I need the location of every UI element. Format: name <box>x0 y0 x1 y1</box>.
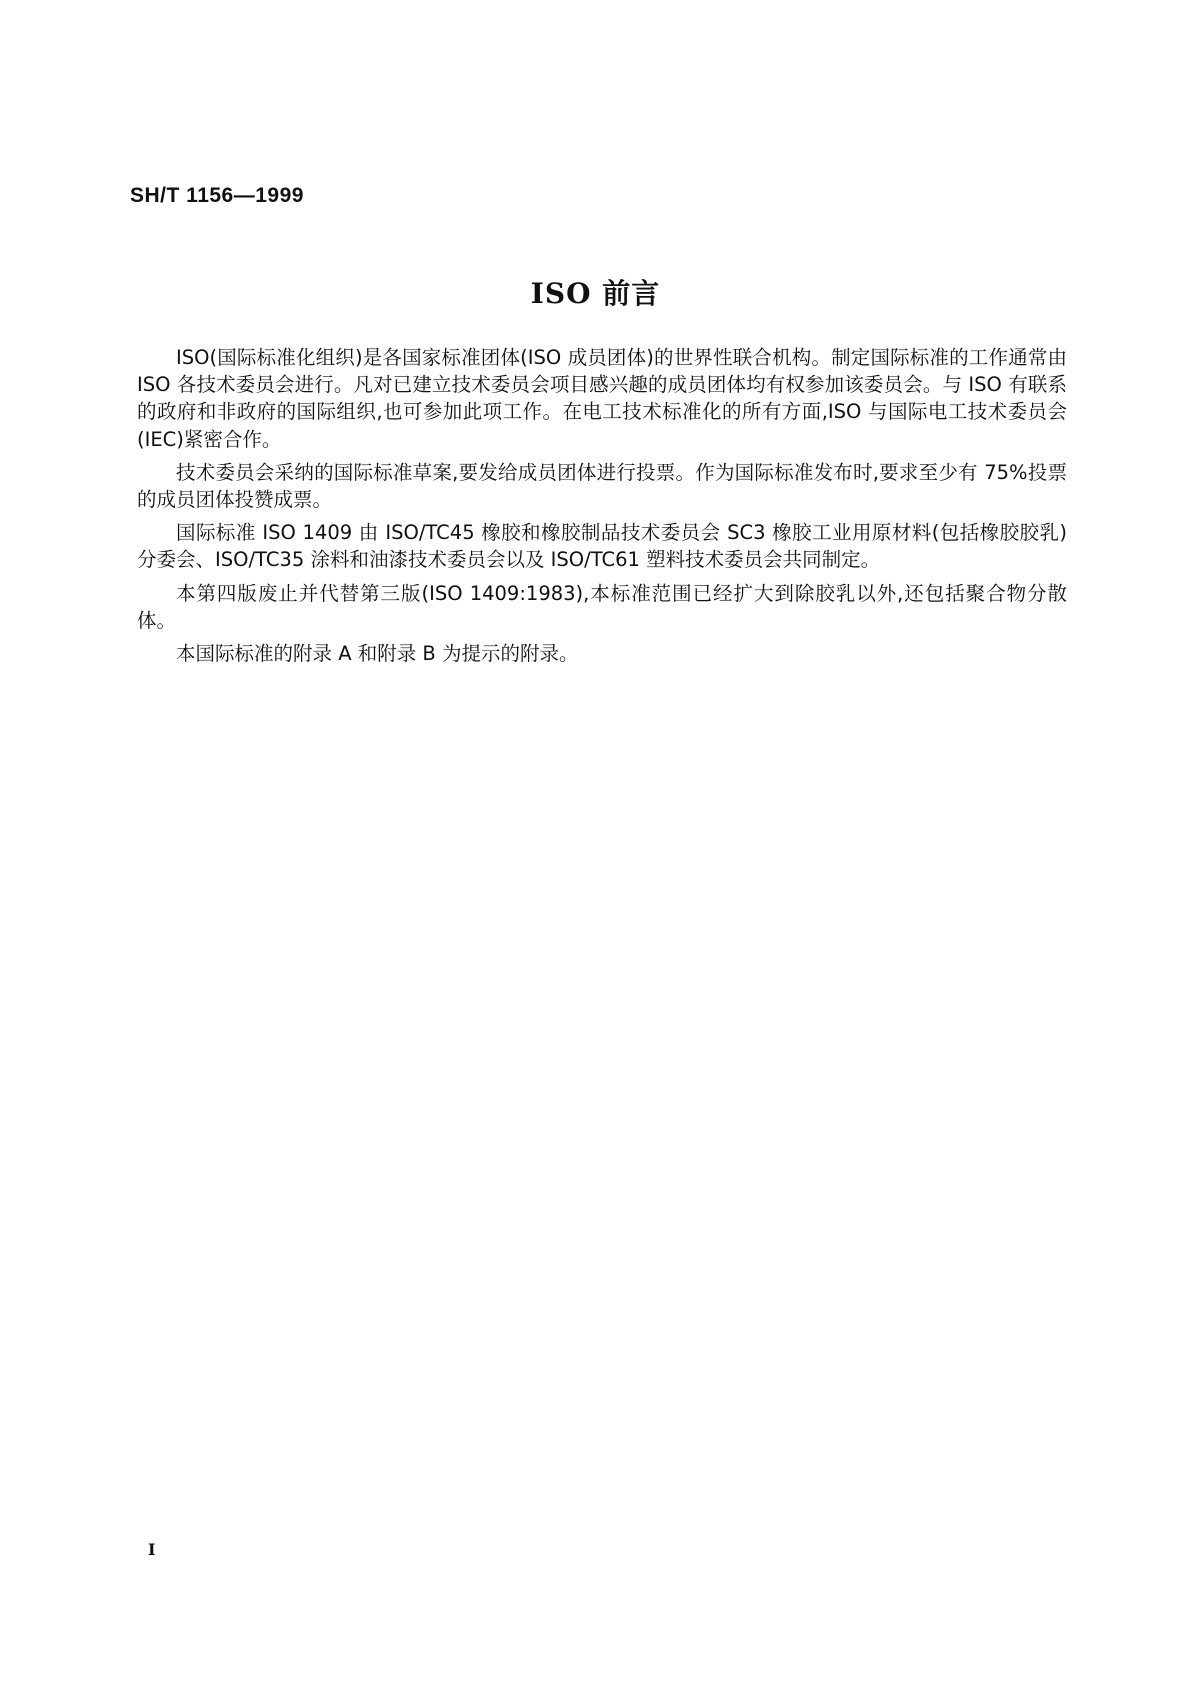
page-number: I <box>148 1540 156 1559</box>
paragraph: 本第四版废止并代替第三版(ISO 1409:1983),本标准范围已经扩大到除胶乳以外,还包括聚合物分散体。 <box>137 581 1067 632</box>
body-text <box>137 344 1067 673</box>
page-title: ISO 前言 <box>530 277 661 310</box>
paragraph: 本国际标准的附录 A 和附录 B 为提示的附录。 <box>176 642 579 666</box>
paragraph: 技术委员会采纳的国际标准草案,要发给成员团体进行投票。作为国际标准发布时,要求至少有 75%投票的成员团体投赞成票。 <box>137 460 1067 512</box>
paragraph: 国际标准 ISO 1409 由 ISO/TC45 橡胶和橡胶制品技术委员会 SC3 橡胶工业用原材料(包括橡胶胶乳)分委会、ISO/TC35 涂料和油漆技术委员会以及 ISO/TC61 塑料技术委员会共同制定。 <box>137 521 1067 572</box>
paragraph: ISO(国际标准化组织)是各国家标准团体(ISO 成员团体)的世界性联合机构。制定国际标准的工作通常由 ISO 各技术委员会进行。凡对已建立技术委员会项目感兴趣的成员团体均有权参加该委员会。与 ISO 有联系的政府和非政府的国际组织,也可参加此项工作。在电工技术标准化的所有方面,ISO 与国际电工技术委员会(IEC)紧密合作。 <box>137 346 1067 451</box>
standard-code: SH/T 1156—1999 <box>130 184 304 207</box>
